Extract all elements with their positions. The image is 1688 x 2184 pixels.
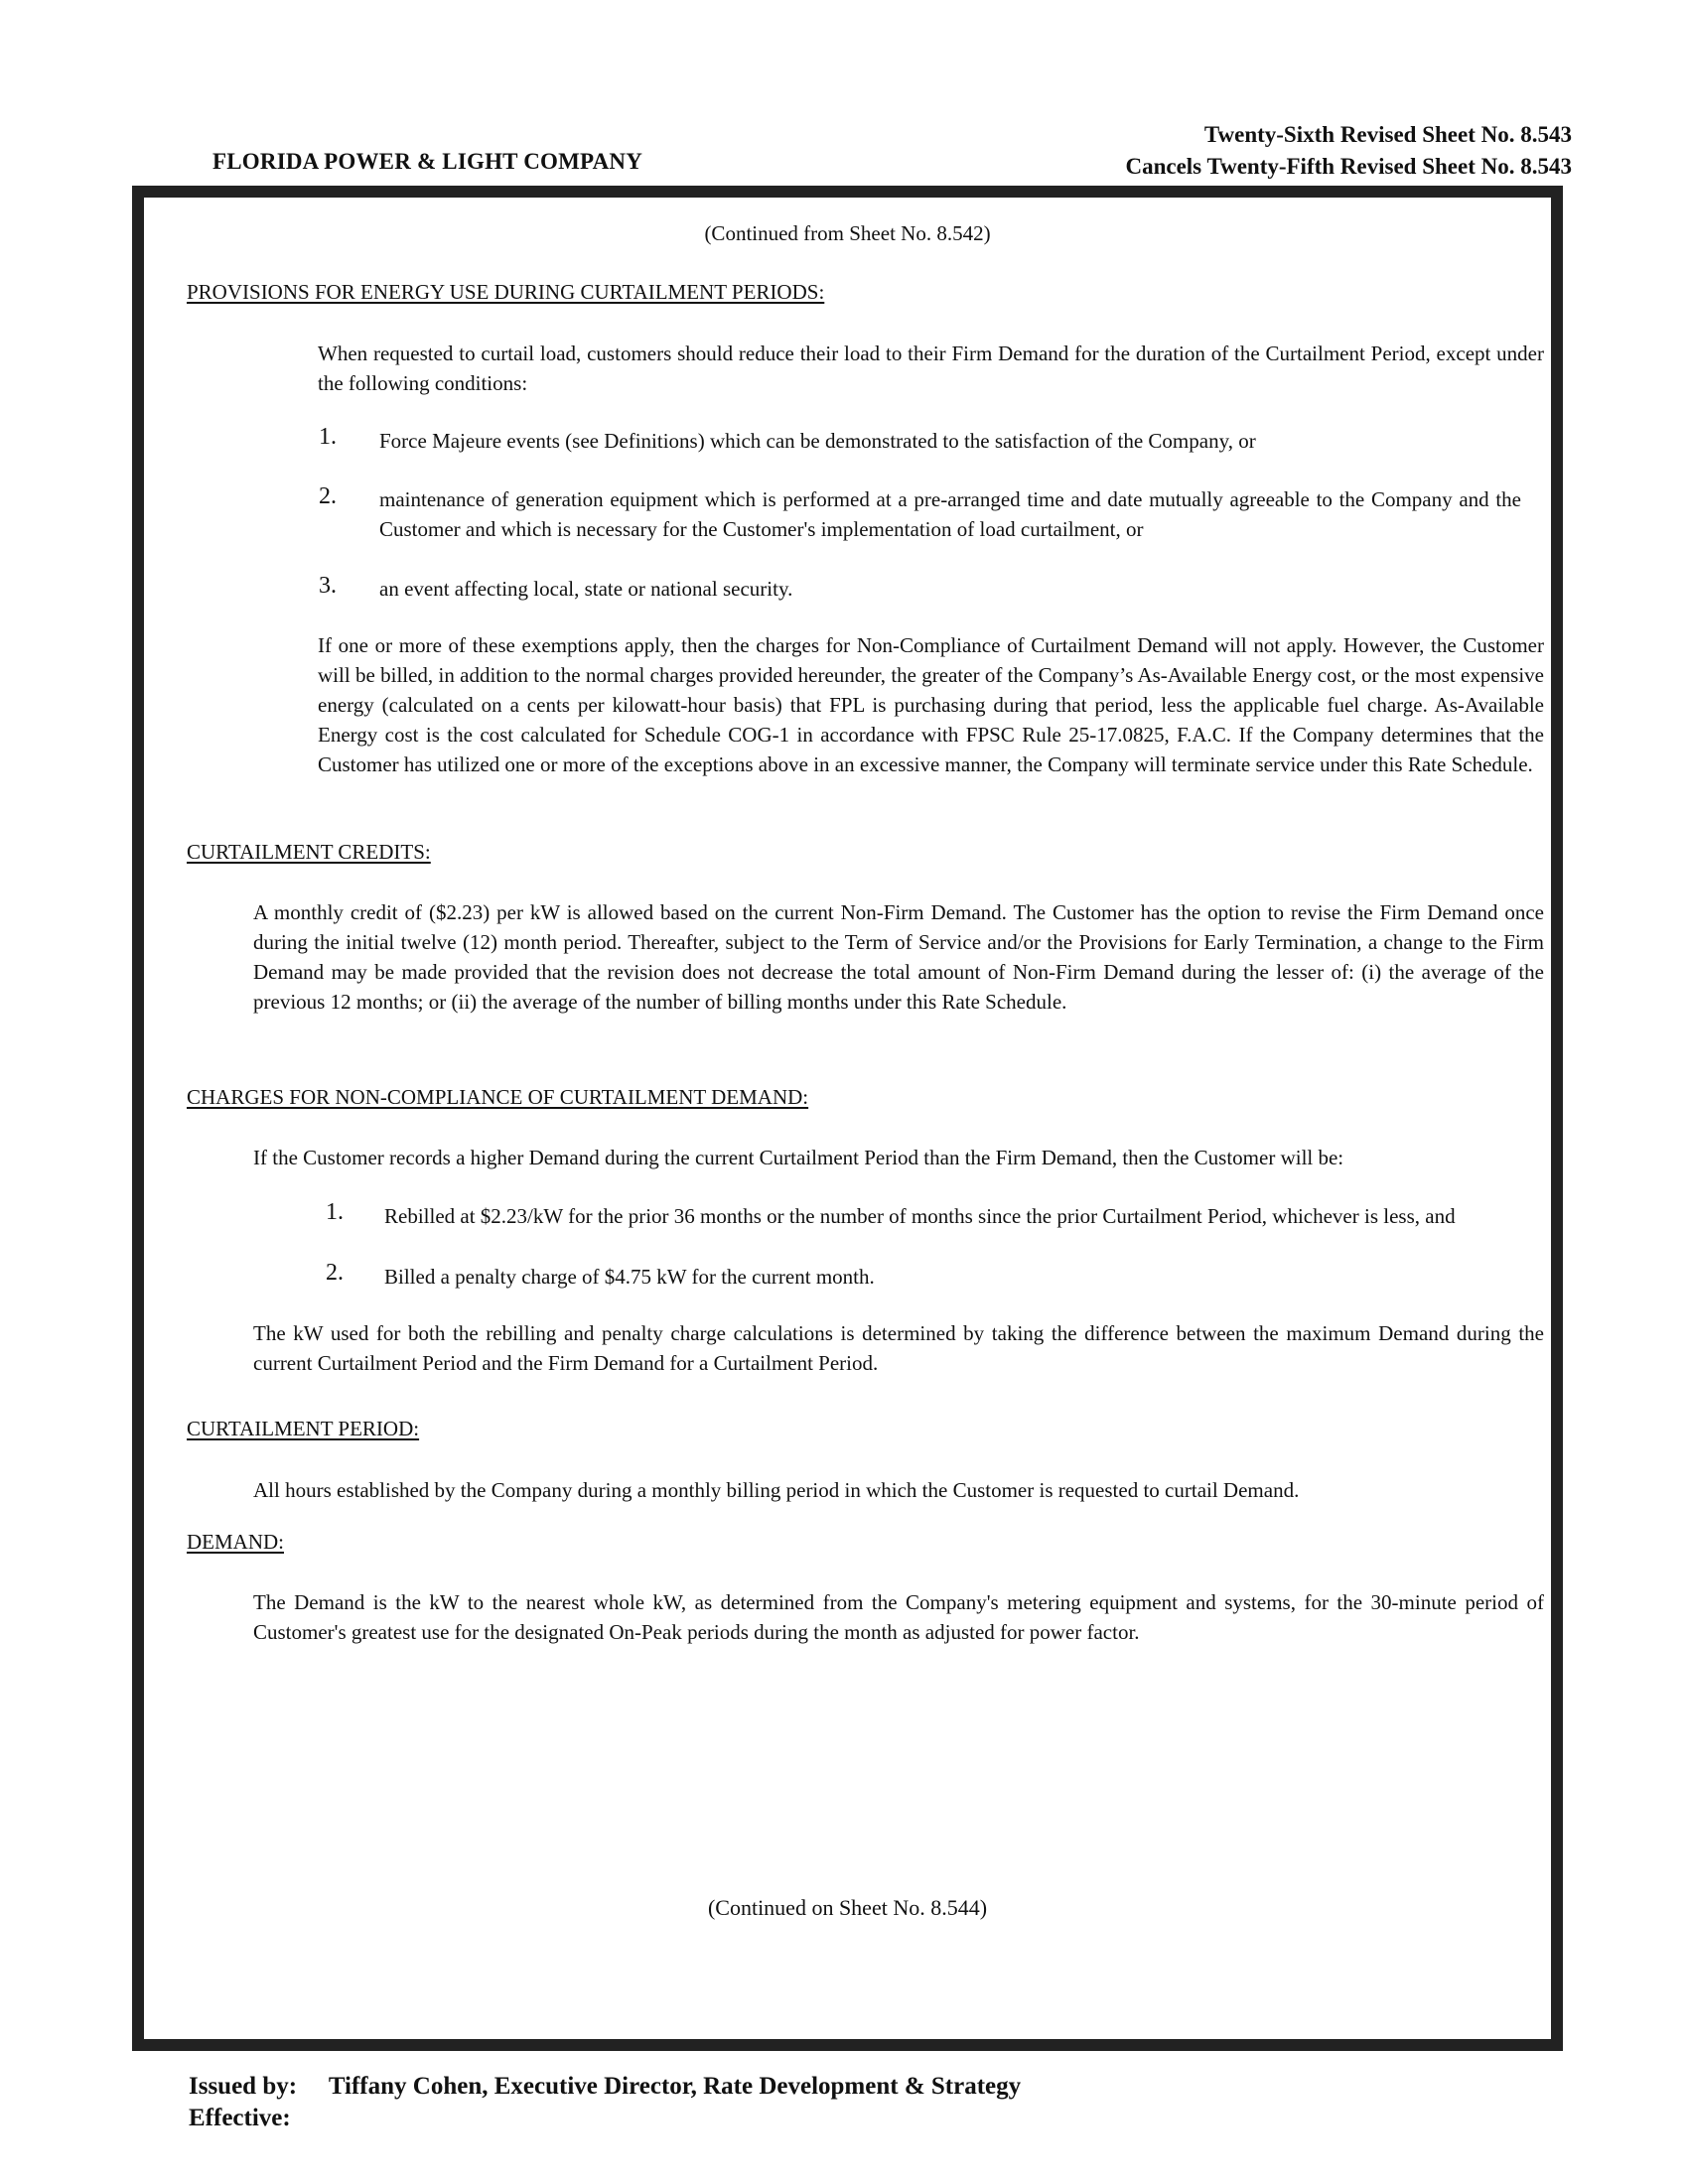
issuance-footer (189, 2071, 1021, 2134)
noncompliance-paragraph: The kW used for both the rebilling and penalty charge calculations is determined by taking the difference between the maximum Demand during the current Curtailment Period and the Firm Demand for a Curtailment Period. (253, 1321, 1544, 1375)
period-paragraph: All hours established by the Company during a monthly billing period in which the Customer is requested to curtail Demand. (253, 1478, 1300, 1502)
provision-item: maintenance of generation equipment which is performed at a pre-arranged time and date mutually agreeable to the Company and the Customer and which is necessary for the Customer's implementation of load curtailment, or (379, 487, 1521, 541)
demand-paragraph: The Demand is the kW to the nearest whole kW, as determined from the Company's metering equipment and systems, for the 30-minute period of Customer's greatest use for the designated On-Peak periods during the month as adjusted for power factor. (253, 1590, 1544, 1644)
continued-from-note: (Continued from Sheet No. 8.542) (704, 221, 991, 245)
period-heading: CURTAILMENT PERIOD: (187, 1417, 420, 1440)
charge-item: Rebilled at $2.23/kW for the prior 36 months or the number of months since the prior Curtailment Period, whichever is less, and (384, 1204, 1456, 1228)
provisions-heading: PROVISIONS FOR ENERGY USE DURING CURTAILMENT PERIODS: (187, 280, 825, 304)
charge-number: 2. (326, 1260, 344, 1286)
issued-by-label: Issued by: (189, 2073, 298, 2100)
effective-line (189, 2103, 1021, 2134)
exemptions-paragraph: If one or more of these exemptions apply, then the charges for Non-Compliance of Curtailment Demand will not apply. However, the Customer will be billed, in addition to the normal charges provided hereunder, the greater of the Company’s As-Available Energy cost, or the most expensive energy (calculated on a cents per kilowatt-hour basis) that FPL is purchasing during that period, less the applicable fuel charge. As-Available Energy cost is the cost calculated for Schedule COG-1 in accordance with FPSC Rule 25-17.0825, F.A.C. If the Company determines that the Customer has utilized one or more of the exceptions above in an excessive manner, the Company will terminate service under this Rate Schedule. (318, 633, 1544, 776)
issued-by-value: Tiffany Cohen, Executive Director, Rate Development & Strategy (328, 2073, 1022, 2100)
provision-number: 2. (319, 483, 337, 509)
sheet-number (1125, 119, 1572, 183)
demand-heading: DEMAND: (187, 1530, 284, 1554)
continued-on-note: (Continued on Sheet No. 8.544) (707, 1895, 988, 1920)
company-name: FLORIDA POWER & LIGHT COMPANY (212, 149, 643, 174)
effective-label: Effective: (189, 2105, 291, 2131)
charge-item: Billed a penalty charge of $4.75 kW for the current month. (384, 1265, 875, 1289)
tariff-sheet-frame (132, 186, 1563, 2051)
noncompliance-heading: CHARGES FOR NON-COMPLIANCE OF CURTAILMENT DEMAND: (187, 1085, 809, 1109)
issued-by-line (189, 2071, 1021, 2103)
charge-number: 1. (326, 1199, 344, 1225)
credits-heading: CURTAILMENT CREDITS: (187, 840, 431, 864)
credits-paragraph: A monthly credit of ($2.23) per kW is allowed based on the current Non-Firm Demand. The Customer has the option to revise the Firm Demand once during the initial twelve (12) month period. Thereafter, subject to the Term of Service and/or the Provisions for Early Termination, a change to the Firm Demand may be made provided that the revision does not decrease the total amount of Non-Firm Demand during the lesser of: (i) the average of the previous 12 months; or (ii) the average of the number of billing months under this Rate Schedule. (253, 900, 1544, 1014)
provision-item: Force Majeure events (see Definitions) which can be demonstrated to the satisfaction of the Company, or (379, 429, 1256, 453)
provisions-intro: When requested to curtail load, customers should reduce their load to their Firm Demand for the duration of the Curtailment Period, except under the following conditions: (318, 341, 1544, 395)
noncompliance-intro: If the Customer records a higher Demand during the current Curtailment Period than the Firm Demand, then the Customer will be: (253, 1146, 1344, 1169)
sheet-revision: Twenty-Sixth Revised Sheet No. 8.543 (1203, 122, 1572, 147)
provision-number: 3. (319, 573, 337, 599)
provision-item: an event affecting local, state or national security. (379, 577, 793, 601)
provision-number: 1. (319, 424, 337, 450)
sheet-cancels: Cancels Twenty-Fifth Revised Sheet No. 8.543 (1125, 154, 1572, 179)
